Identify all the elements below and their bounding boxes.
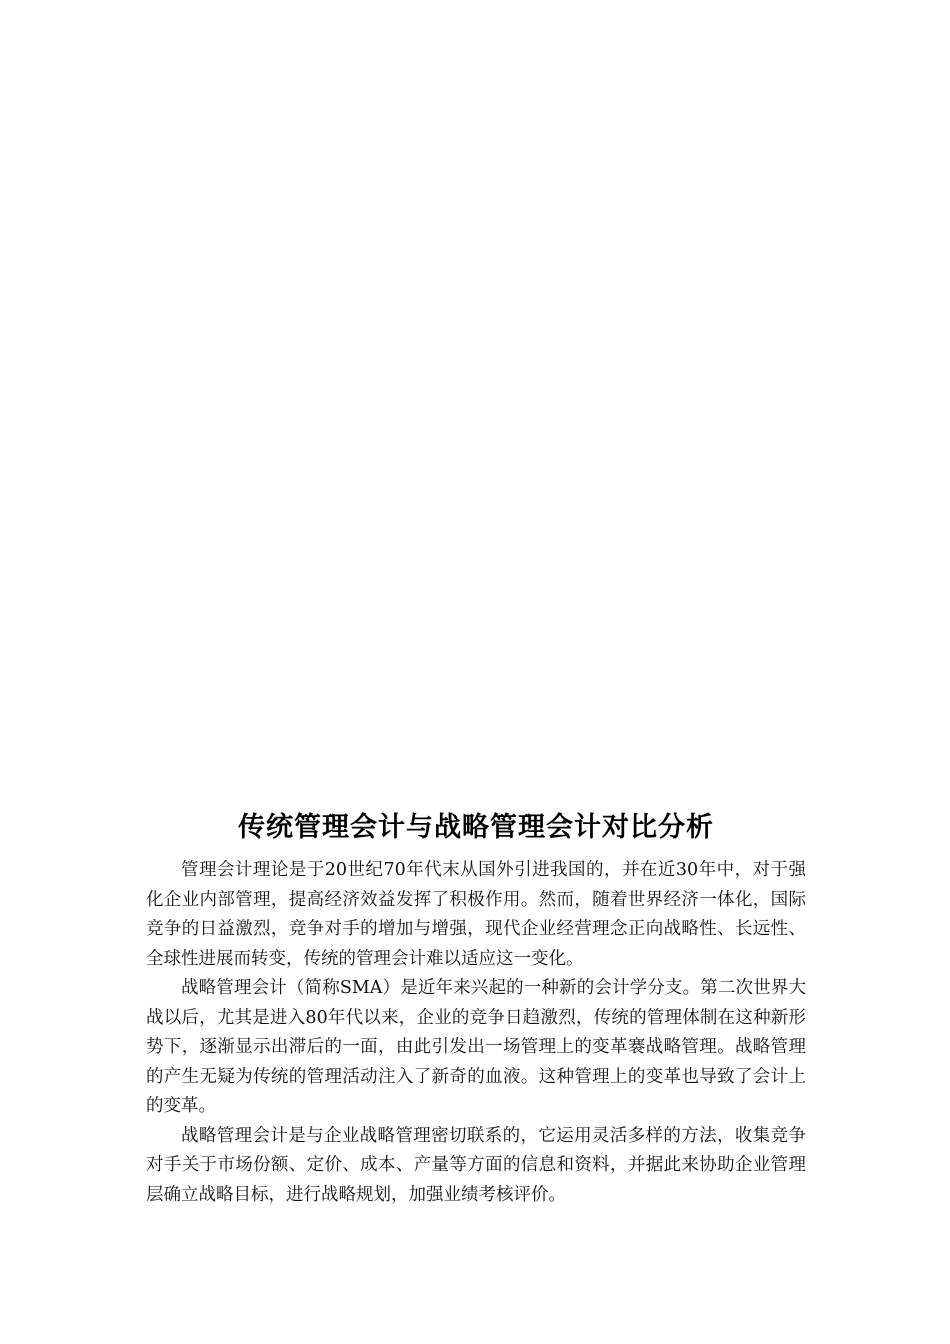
document-title: 传统管理会计与战略管理会计对比分析 [238,812,714,843]
document-body [146,806,806,1210]
paragraph-2: 战略管理会计（简称SMA）是近年来兴起的一种新的会计学分支。第二次世界大战以后，尤其是进入80年代以来，企业的竞争日趋激烈，传统的管理体制在这种新形势下，逐渐显示出滞后的一面，由此引发出一场管理上的变革褰战略管理。战略管理的产生无疑为传统的管理活动注入了新奇的血液。这种管理上的变革也导致了会计上的变革。 [146,978,806,1116]
paragraph-3: 战略管理会计是与企业战略管理密切联系的，它运用灵活多样的方法，收集竞争对手关于市场份额、定价、成本、产量等方面的信息和资料，并据此来协助企业管理层确立战略目标，进行战略规划，加强业绩考核评价。 [146,1125,806,1205]
paragraph-1: 管理会计理论是于20世纪70年代末从国外引进我国的，并在近30年中，对于强化企业内部管理，提高经济效益发挥了积极作用。然而，随着世界经济一体化，国际竞争的日益激烈，竞争对手的增加与增强，现代企业经营理念正向战略性、长远性、全球性进展而转变，传统的管理会计难以适应这一变化。 [146,860,806,969]
